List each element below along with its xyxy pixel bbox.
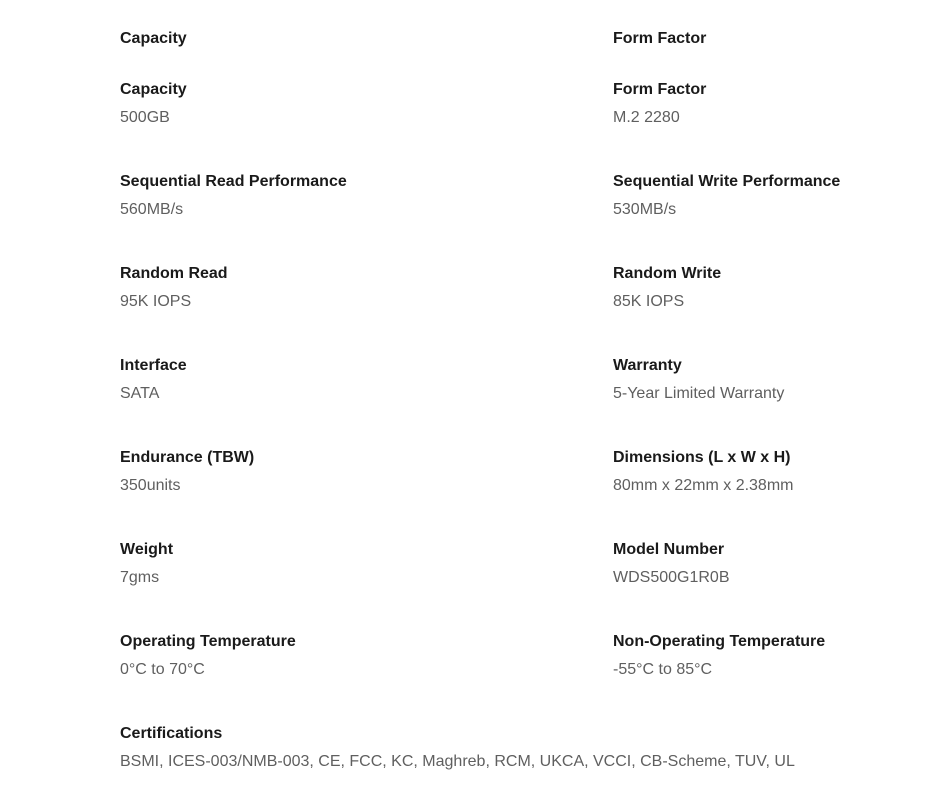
spec-label: Weight <box>120 541 174 558</box>
spec-value: 350units <box>120 477 181 494</box>
spec-operating-temperature <box>120 632 480 680</box>
spec-label: Random Read <box>120 265 228 282</box>
spec-form-factor <box>613 80 934 128</box>
spec-interface <box>120 356 480 404</box>
spec-value: 7gms <box>120 569 160 586</box>
spec-label: Capacity <box>120 81 187 98</box>
spec-value: 95K IOPS <box>120 293 192 310</box>
spec-value: M.2 2280 <box>613 109 680 126</box>
spec-model-number <box>613 540 934 588</box>
spec-label: Dimensions (L x W x H) <box>613 449 791 466</box>
spec-endurance <box>120 448 480 496</box>
spec-value: 80mm x 22mm x 2.38mm <box>613 477 794 494</box>
spec-random-write <box>613 264 934 312</box>
spec-label: Sequential Write Performance <box>613 173 841 190</box>
spec-label: Sequential Read Performance <box>120 173 347 190</box>
spec-random-read <box>120 264 480 312</box>
spec-label: Operating Temperature <box>120 633 296 650</box>
spec-label: Form Factor <box>613 81 707 98</box>
spec-value: 5-Year Limited Warranty <box>613 385 785 402</box>
spec-value: 0°C to 70°C <box>120 661 205 678</box>
spec-weight <box>120 540 480 588</box>
spec-capacity <box>120 80 480 128</box>
spec-warranty <box>613 356 934 404</box>
spec-value: 85K IOPS <box>613 293 685 310</box>
form-factor-header: Form Factor <box>613 30 707 47</box>
spec-label: Certifications <box>120 725 223 742</box>
spec-sequential-read <box>120 172 480 220</box>
spec-non-operating-temperature <box>613 632 934 680</box>
spec-value: 500GB <box>120 109 170 126</box>
spec-label: Endurance (TBW) <box>120 449 255 466</box>
spec-label: Warranty <box>613 357 682 374</box>
capacity-header: Capacity <box>120 30 187 47</box>
spec-label: Random Write <box>613 265 722 282</box>
spec-certifications <box>120 724 900 772</box>
spec-sequential-write <box>613 172 934 220</box>
spec-label: Interface <box>120 357 187 374</box>
spec-value: -55°C to 85°C <box>613 661 713 678</box>
spec-label: Non-Operating Temperature <box>613 633 826 650</box>
spec-value: WDS500G1R0B <box>613 569 730 586</box>
spec-value: BSMI, ICES-003/NMB-003, CE, FCC, KC, Maghreb, RCM, UKCA, VCCI, CB-Scheme, TUV, UL <box>120 753 795 770</box>
spec-dimensions <box>613 448 934 496</box>
spec-value: 560MB/s <box>120 201 184 218</box>
spec-label: Model Number <box>613 541 725 558</box>
spec-value: SATA <box>120 385 160 402</box>
spec-value: 530MB/s <box>613 201 677 218</box>
